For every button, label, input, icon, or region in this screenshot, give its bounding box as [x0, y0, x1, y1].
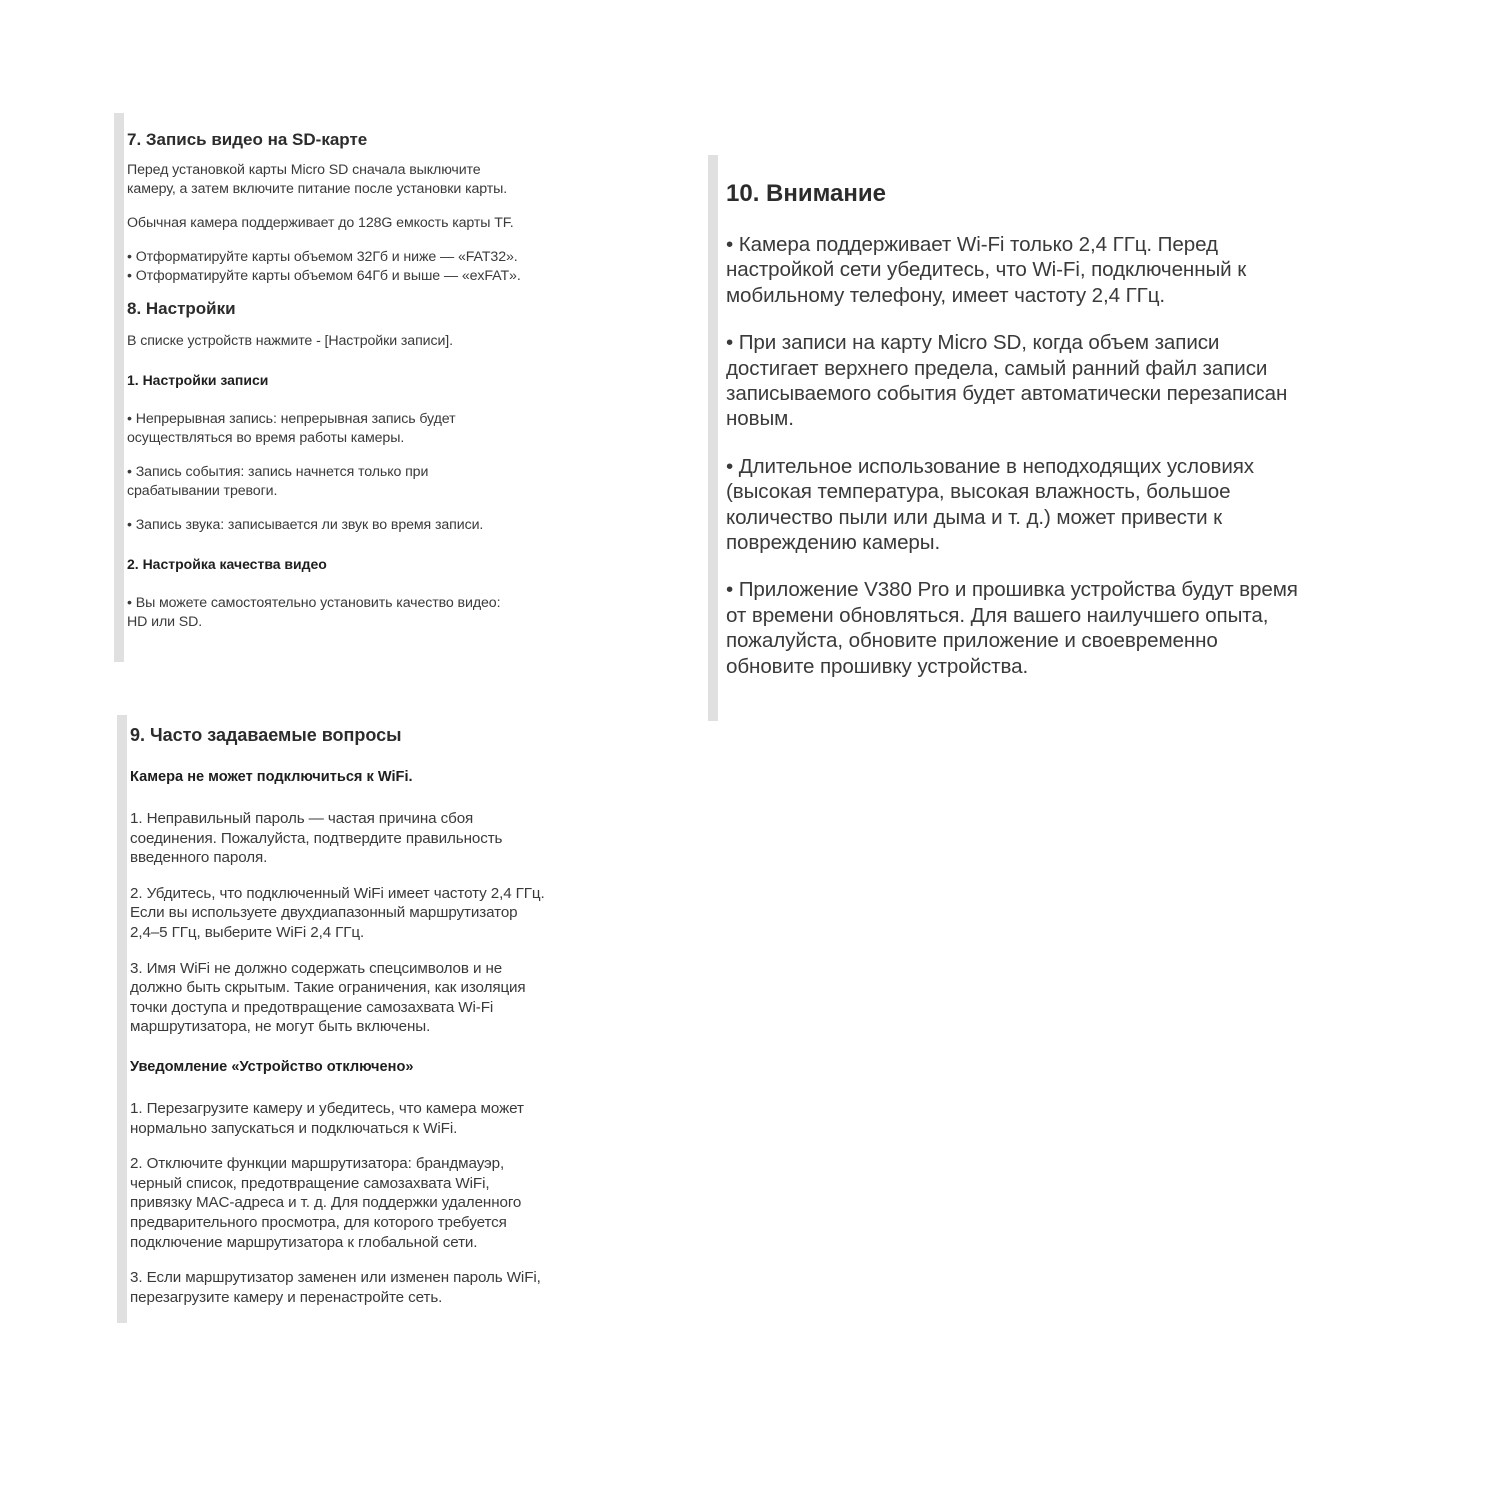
record-settings-title: 1. Настройки записи [127, 372, 269, 388]
sd-format-list [127, 248, 584, 286]
settings-intro: В списке устройств нажмите - [Настройки записи]. [127, 333, 453, 349]
format-item-exfat: • Отформатируйте карты объемом 64Гб и выше — «exFAT». [127, 268, 521, 284]
sound-record-item: • Запись звука: записывается ли звук во время записи. [127, 517, 484, 533]
faq-block [117, 715, 607, 1323]
attention-bullet-sd-overwrite: • При записи на карту Micro SD, когда объем записи достигает верхнего предела, самый ранний файл записи записываемого события будет автоматически перезаписан новым. [726, 331, 1288, 431]
attention-bullet-updates: • Приложение V380 Pro и прошивка устройства будут время от времени обновляться. Для вашего наилучшего опыта, пожалуйста, обновите приложение и своевременно обновите прошивку устройства. [726, 578, 1298, 678]
attention-section-title: 10. Внимание [726, 180, 886, 207]
faq-wifi-answer-2: 2. Убдитесь, что подключенный WiFi имеет частоту 2,4 ГГц. Если вы используете двухдиапазонный маршрутизатор 2,4–5 ГГц, выберите WiFi 2,4 ГГц. [130, 884, 545, 941]
attention-block [708, 155, 1358, 721]
faq-offline-question: Уведомление «Устройство отключено» [130, 1058, 414, 1075]
sd-install-paragraph: Перед установкой карты Micro SD сначала выключите камеру, а затем включите питание после установки карты. [127, 162, 508, 197]
format-item-fat32: • Отформатируйте карты объемом 32Гб и ниже — «FAT32». [127, 249, 518, 265]
faq-section-title: 9. Часто задаваемые вопросы [130, 725, 402, 745]
faq-offline-answer-3: 3. Если маршрутизатор заменен или изменен пароль WiFi, перезагрузите камеру и перенастройте сеть. [130, 1269, 541, 1306]
attention-bullet-conditions: • Длительное использование в неподходящих условиях (высокая температура, высокая влажность, большое количество пыли или дыма и т. д.) может привести к повреждению камеры. [726, 454, 1255, 555]
faq-offline-answer-1: 1. Перезагрузите камеру и убедитесь, что камера может нормально запускаться и подключаться к WiFi. [130, 1099, 524, 1137]
sd-section-title: 7. Запись видео на SD-карте [127, 130, 368, 149]
event-record-item: • Запись события: запись начнется только при срабатывании тревоги. [127, 464, 429, 499]
settings-section-title: 8. Настройки [127, 299, 236, 318]
faq-wifi-question: Камера не может подключиться к WiFi. [130, 769, 413, 785]
video-quality-item: • Вы можете самостоятельно установить качество видео: HD или SD. [127, 595, 501, 630]
sd-and-settings-block [114, 113, 584, 662]
continuous-record-item: • Непрерывная запись: непрерывная запись будет осуществляться во время работы камеры. [127, 411, 456, 446]
sd-capacity-paragraph: Обычная камера поддерживает до 128G емкость карты TF. [127, 215, 514, 231]
faq-offline-answer-2: 2. Отключите функции маршрутизатора: брандмауэр, черный список, предотвращение самозахвата WiFi, привязку MAC-адреса и т. д. Для поддержки удаленного предварительного просмотра, для которого требуется подключение маршрутизатора к глобальной сети. [130, 1155, 522, 1251]
faq-wifi-answer-3: 3. Имя WiFi не должно содержать спецсимволов и не должно быть скрытым. Такие ограничения, как изоляция точки доступа и предотвращение самозахвата Wi-Fi маршрутизатора, не могут быть включены. [130, 959, 526, 1036]
video-quality-title: 2. Настройка качества видео [127, 556, 327, 572]
faq-wifi-answer-1: 1. Неправильный пароль — частая причина сбоя соединения. Пожалуйста, подтвердите правильность введенного пароля. [130, 810, 503, 867]
attention-bullet-wifi: • Камера поддерживает Wi-Fi только 2,4 ГГц. Перед настройкой сети убедитесь, что Wi-Fi, подключенный к мобильному телефону, имеет частоту 2,4 ГГц. [726, 233, 1247, 307]
